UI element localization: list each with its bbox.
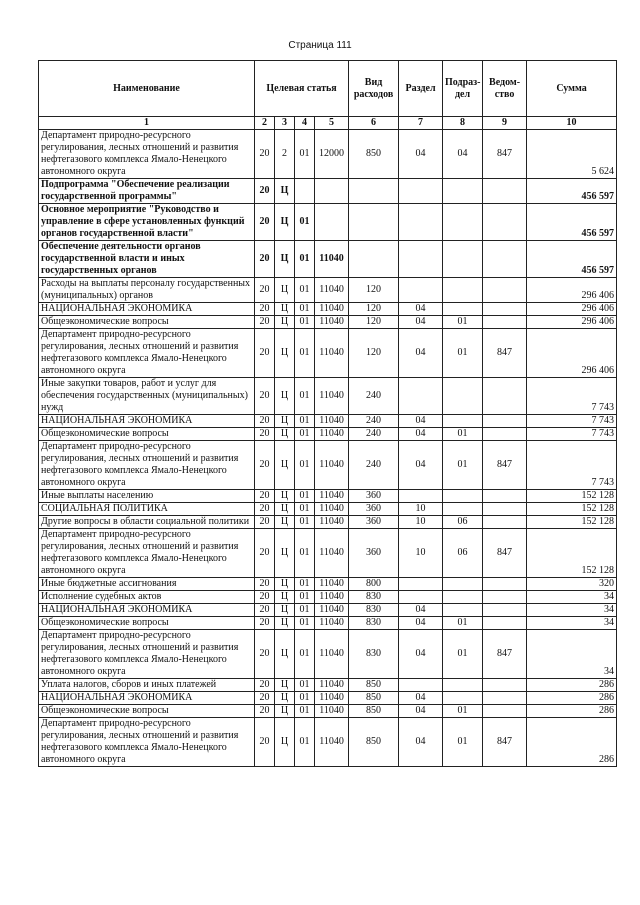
row-cell-c2: 20 <box>255 130 275 179</box>
row-name: Подпрограмма "Обеспечение реализации государственной программы" <box>39 179 255 204</box>
row-cell-c2: 20 <box>255 415 275 428</box>
row-cell-c3: Ц <box>275 718 295 767</box>
row-cell-c6: 850 <box>349 679 399 692</box>
row-sum: 456 597 <box>527 179 617 204</box>
header-vedomstvo: Ведом-ство <box>483 61 527 117</box>
row-cell-c3: Ц <box>275 516 295 529</box>
row-cell-c6: 850 <box>349 705 399 718</box>
row-cell-c7: 10 <box>399 529 443 578</box>
row-cell-c7: 04 <box>399 441 443 490</box>
row-cell-c8 <box>443 578 483 591</box>
row-cell-c9: 847 <box>483 329 527 378</box>
row-cell-c6: 830 <box>349 604 399 617</box>
row-cell-c2: 20 <box>255 591 275 604</box>
row-cell-c9 <box>483 378 527 415</box>
row-cell-c6: 120 <box>349 316 399 329</box>
row-cell-c5: 11040 <box>315 378 349 415</box>
row-cell-c9 <box>483 428 527 441</box>
row-cell-c7: 04 <box>399 617 443 630</box>
row-cell-c7: 04 <box>399 428 443 441</box>
row-cell-c3: Ц <box>275 630 295 679</box>
row-cell-c6: 240 <box>349 378 399 415</box>
row-cell-c9 <box>483 278 527 303</box>
row-sum: 7 743 <box>527 378 617 415</box>
row-cell-c9: 847 <box>483 718 527 767</box>
row-cell-c6 <box>349 204 399 241</box>
row-cell-c6: 360 <box>349 516 399 529</box>
table-row <box>39 241 617 278</box>
row-cell-c9 <box>483 578 527 591</box>
row-cell-c2: 20 <box>255 378 275 415</box>
budget-table <box>38 60 617 767</box>
row-cell-c2: 20 <box>255 503 275 516</box>
table-row <box>39 529 617 578</box>
row-cell-c7 <box>399 179 443 204</box>
row-cell-c4: 01 <box>295 516 315 529</box>
row-cell-c7: 04 <box>399 705 443 718</box>
row-cell-c2: 20 <box>255 578 275 591</box>
table-row <box>39 415 617 428</box>
row-sum: 296 406 <box>527 329 617 378</box>
table-row <box>39 329 617 378</box>
table-row <box>39 718 617 767</box>
header-vid: Вид расходов <box>349 61 399 117</box>
row-sum: 152 128 <box>527 516 617 529</box>
row-cell-c4: 01 <box>295 130 315 179</box>
row-name: Общеэкономические вопросы <box>39 316 255 329</box>
row-cell-c2: 20 <box>255 692 275 705</box>
row-name: Уплата налогов, сборов и иных платежей <box>39 679 255 692</box>
row-cell-c3: Ц <box>275 529 295 578</box>
row-cell-c2: 20 <box>255 329 275 378</box>
row-cell-c7: 04 <box>399 415 443 428</box>
row-name: Департамент природно-ресурсного регулирования, лесных отношений и развития нефтегазового комплекса Ямало-Ненецкого автономного округа <box>39 630 255 679</box>
row-cell-c2: 20 <box>255 241 275 278</box>
table-row <box>39 378 617 415</box>
row-cell-c2: 20 <box>255 718 275 767</box>
row-cell-c4: 01 <box>295 529 315 578</box>
row-cell-c5: 11040 <box>315 490 349 503</box>
row-cell-c2: 20 <box>255 679 275 692</box>
row-cell-c5: 11040 <box>315 679 349 692</box>
row-cell-c4: 01 <box>295 303 315 316</box>
row-cell-c9: 847 <box>483 441 527 490</box>
row-cell-c2: 20 <box>255 490 275 503</box>
row-cell-c8: 06 <box>443 516 483 529</box>
row-cell-c5: 11040 <box>315 617 349 630</box>
row-cell-c7 <box>399 490 443 503</box>
row-sum: 152 128 <box>527 490 617 503</box>
row-cell-c4: 01 <box>295 241 315 278</box>
col-number: 4 <box>295 117 315 130</box>
row-name: НАЦИОНАЛЬНАЯ ЭКОНОМИКА <box>39 604 255 617</box>
row-sum: 7 743 <box>527 428 617 441</box>
col-number: 2 <box>255 117 275 130</box>
row-cell-c2: 20 <box>255 278 275 303</box>
row-name: Департамент природно-ресурсного регулирования, лесных отношений и развития нефтегазового комплекса Ямало-Ненецкого автономного округа <box>39 529 255 578</box>
header-podrazdel: Подраз-дел <box>443 61 483 117</box>
row-cell-c6 <box>349 179 399 204</box>
row-cell-c9 <box>483 591 527 604</box>
row-cell-c2: 20 <box>255 441 275 490</box>
row-cell-c6 <box>349 241 399 278</box>
header-target: Целевая статья <box>255 61 349 117</box>
row-name: НАЦИОНАЛЬНАЯ ЭКОНОМИКА <box>39 303 255 316</box>
row-cell-c3: Ц <box>275 591 295 604</box>
row-cell-c3: Ц <box>275 705 295 718</box>
row-cell-c7 <box>399 204 443 241</box>
row-name: Иные закупки товаров, работ и услуг для обеспечения государственных (муниципальных) нужд <box>39 378 255 415</box>
row-name: Иные выплаты населению <box>39 490 255 503</box>
row-cell-c5: 12000 <box>315 130 349 179</box>
row-cell-c5: 11040 <box>315 441 349 490</box>
row-cell-c6: 850 <box>349 718 399 767</box>
row-cell-c7 <box>399 378 443 415</box>
row-cell-c3: Ц <box>275 490 295 503</box>
table-row <box>39 503 617 516</box>
row-cell-c8: 06 <box>443 529 483 578</box>
row-cell-c3: Ц <box>275 415 295 428</box>
row-cell-c4: 01 <box>295 490 315 503</box>
row-sum: 286 <box>527 705 617 718</box>
header-summa: Сумма <box>527 61 617 117</box>
row-cell-c2: 20 <box>255 617 275 630</box>
row-cell-c2: 20 <box>255 428 275 441</box>
row-cell-c4: 01 <box>295 630 315 679</box>
row-cell-c6: 240 <box>349 441 399 490</box>
row-cell-c3: Ц <box>275 679 295 692</box>
row-name: Основное мероприятие "Руководство и управление в сфере установленных функций органов государственной власти" <box>39 204 255 241</box>
row-cell-c4: 01 <box>295 692 315 705</box>
table-row <box>39 692 617 705</box>
row-cell-c8: 01 <box>443 441 483 490</box>
row-cell-c7: 04 <box>399 329 443 378</box>
row-cell-c6: 120 <box>349 303 399 316</box>
row-sum: 34 <box>527 604 617 617</box>
row-sum: 320 <box>527 578 617 591</box>
row-cell-c8 <box>443 604 483 617</box>
row-cell-c7: 10 <box>399 503 443 516</box>
row-cell-c4: 01 <box>295 578 315 591</box>
row-cell-c5: 11040 <box>315 428 349 441</box>
row-cell-c6: 830 <box>349 617 399 630</box>
row-sum: 456 597 <box>527 241 617 278</box>
row-cell-c2: 20 <box>255 316 275 329</box>
table-row <box>39 278 617 303</box>
row-cell-c7: 04 <box>399 130 443 179</box>
row-cell-c3: Ц <box>275 316 295 329</box>
row-cell-c3: Ц <box>275 578 295 591</box>
row-cell-c8 <box>443 679 483 692</box>
row-cell-c3: Ц <box>275 617 295 630</box>
table-row <box>39 617 617 630</box>
row-cell-c9 <box>483 204 527 241</box>
row-cell-c3: Ц <box>275 428 295 441</box>
row-cell-c4: 01 <box>295 591 315 604</box>
table-row <box>39 604 617 617</box>
col-number: 1 <box>39 117 255 130</box>
row-cell-c6: 120 <box>349 278 399 303</box>
row-cell-c6: 800 <box>349 578 399 591</box>
table-row <box>39 179 617 204</box>
row-cell-c8 <box>443 204 483 241</box>
row-cell-c8: 01 <box>443 316 483 329</box>
row-cell-c9 <box>483 179 527 204</box>
row-cell-c7 <box>399 679 443 692</box>
table-row <box>39 428 617 441</box>
row-sum: 286 <box>527 679 617 692</box>
row-cell-c4: 01 <box>295 617 315 630</box>
row-cell-c3: Ц <box>275 179 295 204</box>
row-sum: 286 <box>527 692 617 705</box>
row-cell-c7: 04 <box>399 316 443 329</box>
row-cell-c6: 360 <box>349 490 399 503</box>
row-cell-c9 <box>483 490 527 503</box>
row-name: Общеэкономические вопросы <box>39 428 255 441</box>
row-cell-c8: 01 <box>443 329 483 378</box>
row-cell-c7: 10 <box>399 516 443 529</box>
row-name: Департамент природно-ресурсного регулирования, лесных отношений и развития нефтегазового комплекса Ямало-Ненецкого автономного округа <box>39 441 255 490</box>
row-cell-c4: 01 <box>295 378 315 415</box>
row-cell-c5: 11040 <box>315 604 349 617</box>
row-cell-c8: 01 <box>443 428 483 441</box>
row-cell-c8 <box>443 241 483 278</box>
row-cell-c7: 04 <box>399 604 443 617</box>
table-row <box>39 130 617 179</box>
row-name: Другие вопросы в области социальной политики <box>39 516 255 529</box>
row-sum: 7 743 <box>527 415 617 428</box>
row-cell-c4: 01 <box>295 329 315 378</box>
row-name: Департамент природно-ресурсного регулирования, лесных отношений и развития нефтегазового комплекса Ямало-Ненецкого автономного округа <box>39 130 255 179</box>
row-sum: 296 406 <box>527 316 617 329</box>
row-cell-c7 <box>399 578 443 591</box>
row-cell-c9 <box>483 705 527 718</box>
row-cell-c5 <box>315 179 349 204</box>
row-cell-c3: Ц <box>275 441 295 490</box>
row-cell-c5: 11040 <box>315 329 349 378</box>
row-name: Иные бюджетные ассигнования <box>39 578 255 591</box>
table-row <box>39 679 617 692</box>
row-cell-c8: 01 <box>443 718 483 767</box>
table-row <box>39 441 617 490</box>
row-cell-c8 <box>443 692 483 705</box>
col-number: 6 <box>349 117 399 130</box>
page-label: Страница 111 <box>288 40 352 51</box>
col-number: 9 <box>483 117 527 130</box>
row-cell-c5: 11040 <box>315 529 349 578</box>
row-cell-c2: 20 <box>255 604 275 617</box>
row-sum: 152 128 <box>527 529 617 578</box>
row-cell-c3: Ц <box>275 278 295 303</box>
table-row <box>39 303 617 316</box>
row-cell-c6: 830 <box>349 591 399 604</box>
row-cell-c4 <box>295 179 315 204</box>
row-cell-c3: Ц <box>275 204 295 241</box>
row-name: Общеэкономические вопросы <box>39 705 255 718</box>
row-cell-c4: 01 <box>295 278 315 303</box>
row-cell-c7: 04 <box>399 630 443 679</box>
row-cell-c7: 04 <box>399 303 443 316</box>
row-cell-c5: 11040 <box>315 516 349 529</box>
row-sum: 456 597 <box>527 204 617 241</box>
table-row <box>39 591 617 604</box>
table-row <box>39 316 617 329</box>
col-number: 5 <box>315 117 349 130</box>
row-cell-c8 <box>443 278 483 303</box>
row-name: НАЦИОНАЛЬНАЯ ЭКОНОМИКА <box>39 415 255 428</box>
row-cell-c4: 01 <box>295 503 315 516</box>
row-cell-c7 <box>399 591 443 604</box>
row-cell-c6: 120 <box>349 329 399 378</box>
row-cell-c5 <box>315 204 349 241</box>
row-cell-c4: 01 <box>295 705 315 718</box>
row-cell-c9 <box>483 604 527 617</box>
row-cell-c7 <box>399 278 443 303</box>
row-cell-c5: 11040 <box>315 503 349 516</box>
row-cell-c9 <box>483 303 527 316</box>
row-cell-c5: 11040 <box>315 316 349 329</box>
column-number-row <box>39 117 617 130</box>
row-cell-c3: Ц <box>275 604 295 617</box>
row-cell-c9: 847 <box>483 529 527 578</box>
row-cell-c3: Ц <box>275 692 295 705</box>
row-name: Расходы на выплаты персоналу государственных (муниципальных) органов <box>39 278 255 303</box>
row-cell-c3: Ц <box>275 241 295 278</box>
row-cell-c4: 01 <box>295 415 315 428</box>
row-cell-c8 <box>443 503 483 516</box>
row-cell-c4: 01 <box>295 718 315 767</box>
row-cell-c9 <box>483 679 527 692</box>
row-cell-c5: 11040 <box>315 591 349 604</box>
table-row <box>39 578 617 591</box>
row-cell-c6: 850 <box>349 692 399 705</box>
row-cell-c9 <box>483 316 527 329</box>
row-cell-c3: Ц <box>275 378 295 415</box>
row-cell-c8: 01 <box>443 630 483 679</box>
row-cell-c2: 20 <box>255 179 275 204</box>
row-cell-c2: 20 <box>255 630 275 679</box>
row-sum: 5 624 <box>527 130 617 179</box>
row-sum: 296 406 <box>527 303 617 316</box>
row-cell-c8 <box>443 378 483 415</box>
row-cell-c9 <box>483 692 527 705</box>
row-cell-c5: 11040 <box>315 718 349 767</box>
row-sum: 296 406 <box>527 278 617 303</box>
row-cell-c7: 04 <box>399 718 443 767</box>
row-cell-c2: 20 <box>255 705 275 718</box>
row-name: НАЦИОНАЛЬНАЯ ЭКОНОМИКА <box>39 692 255 705</box>
table-row <box>39 490 617 503</box>
row-name: Общеэкономические вопросы <box>39 617 255 630</box>
header-name: Наименование <box>39 61 255 117</box>
row-cell-c5: 11040 <box>315 630 349 679</box>
row-cell-c4: 01 <box>295 204 315 241</box>
col-number: 8 <box>443 117 483 130</box>
row-name: Обеспечение деятельности органов государственной власти и иных государственных органов <box>39 241 255 278</box>
row-cell-c8: 04 <box>443 130 483 179</box>
row-cell-c5: 11040 <box>315 705 349 718</box>
row-cell-c2: 20 <box>255 529 275 578</box>
row-sum: 286 <box>527 718 617 767</box>
row-cell-c2: 20 <box>255 516 275 529</box>
row-cell-c9 <box>483 617 527 630</box>
row-cell-c6: 240 <box>349 415 399 428</box>
row-cell-c4: 01 <box>295 679 315 692</box>
header-row <box>39 61 617 117</box>
row-cell-c5: 11040 <box>315 278 349 303</box>
row-cell-c4: 01 <box>295 316 315 329</box>
row-sum: 7 743 <box>527 441 617 490</box>
col-number: 3 <box>275 117 295 130</box>
row-sum: 34 <box>527 630 617 679</box>
row-cell-c5: 11040 <box>315 415 349 428</box>
row-name: Исполнение судебных актов <box>39 591 255 604</box>
row-cell-c7 <box>399 241 443 278</box>
row-cell-c8 <box>443 591 483 604</box>
row-cell-c8: 01 <box>443 617 483 630</box>
row-cell-c7: 04 <box>399 692 443 705</box>
row-cell-c8 <box>443 303 483 316</box>
row-cell-c3: Ц <box>275 303 295 316</box>
row-cell-c5: 11040 <box>315 692 349 705</box>
row-sum: 152 128 <box>527 503 617 516</box>
table-row <box>39 705 617 718</box>
table-row <box>39 516 617 529</box>
row-cell-c9: 847 <box>483 630 527 679</box>
col-number: 10 <box>527 117 617 130</box>
row-cell-c5: 11040 <box>315 303 349 316</box>
row-name: СОЦИАЛЬНАЯ ПОЛИТИКА <box>39 503 255 516</box>
row-sum: 34 <box>527 591 617 604</box>
row-cell-c3: 2 <box>275 130 295 179</box>
row-cell-c6: 360 <box>349 503 399 516</box>
row-cell-c9 <box>483 503 527 516</box>
row-cell-c2: 20 <box>255 204 275 241</box>
row-cell-c9 <box>483 415 527 428</box>
row-cell-c4: 01 <box>295 441 315 490</box>
row-cell-c4: 01 <box>295 604 315 617</box>
row-cell-c2: 20 <box>255 303 275 316</box>
table-row <box>39 204 617 241</box>
row-cell-c6: 850 <box>349 130 399 179</box>
row-cell-c9: 847 <box>483 130 527 179</box>
header-razdel: Раздел <box>399 61 443 117</box>
row-cell-c8 <box>443 490 483 503</box>
row-name: Департамент природно-ресурсного регулирования, лесных отношений и развития нефтегазового комплекса Ямало-Ненецкого автономного округа <box>39 329 255 378</box>
row-cell-c6: 360 <box>349 529 399 578</box>
row-cell-c4: 01 <box>295 428 315 441</box>
row-cell-c9 <box>483 516 527 529</box>
row-cell-c6: 830 <box>349 630 399 679</box>
row-cell-c8 <box>443 179 483 204</box>
col-number: 7 <box>399 117 443 130</box>
row-cell-c5: 11040 <box>315 241 349 278</box>
row-name: Департамент природно-ресурсного регулирования, лесных отношений и развития нефтегазового комплекса Ямало-Ненецкого автономного округа <box>39 718 255 767</box>
table-row <box>39 630 617 679</box>
row-cell-c3: Ц <box>275 503 295 516</box>
row-sum: 34 <box>527 617 617 630</box>
row-cell-c5: 11040 <box>315 578 349 591</box>
row-cell-c8 <box>443 415 483 428</box>
row-cell-c8: 01 <box>443 705 483 718</box>
row-cell-c6: 240 <box>349 428 399 441</box>
row-cell-c9 <box>483 241 527 278</box>
row-cell-c3: Ц <box>275 329 295 378</box>
